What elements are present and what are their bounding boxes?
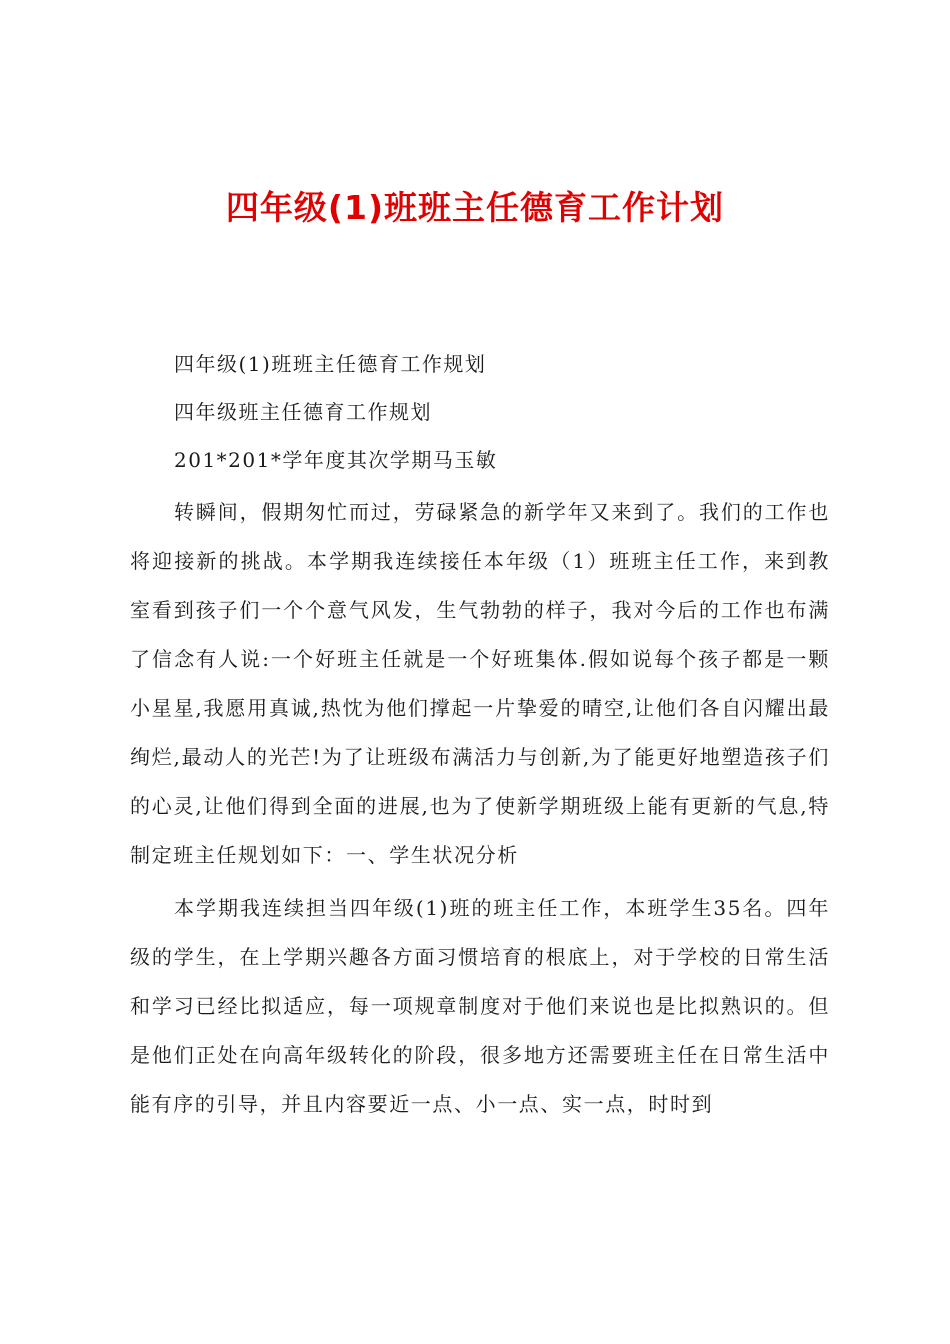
term-author-line: 201*201*学年度其次学期马玉敏 (174, 448, 498, 472)
document-body (130, 344, 830, 1133)
subtitle-line: 四年级(1)班班主任德育工作规划 (174, 352, 487, 376)
body-paragraph: 转瞬间，假期匆忙而过，劳碌紧急的新学年又来到了。我们的工作也将迎接新的挑战。本学期我连续接任本年级（1）班班主任工作，来到教室看到孩子们一个个意气风发，生气勃勃的样子，我对今后的工作也布满了信念有人说:一个好班主任就是一个好班集体.假如说每个孩子都是一颗小星星,我愿用真诚,热忱为他们撑起一片挚爱的晴空,让他们各自闪耀出最绚烂,最动人的光芒!为了让班级布满活力与创新,为了能更好地塑造孩子们的心灵,让他们得到全面的进展,也为了使新学期班级上能有更新的气息,特制定班主任规划如下：一、学生状况分析 (130, 500, 830, 867)
document-title: 四年级(1)班班主任德育工作计划 (225, 188, 725, 227)
body-paragraph: 本学期我连续担当四年级(1)班的班主任工作，本班学生35名。四年级的学生，在上学期兴趣各方面习惯培育的根底上，对于学校的日常生活和学习已经比拟适应，每一项规章制度对于他们来说也是比拟熟识的。但是他们正处在向高年级转化的阶段，很多地方还需要班主任在日常生活中能有序的引导，并且内容要近一点、小一点、实一点，时时到 (130, 896, 830, 1116)
subtitle-line: 四年级班主任德育工作规划 (174, 400, 432, 424)
